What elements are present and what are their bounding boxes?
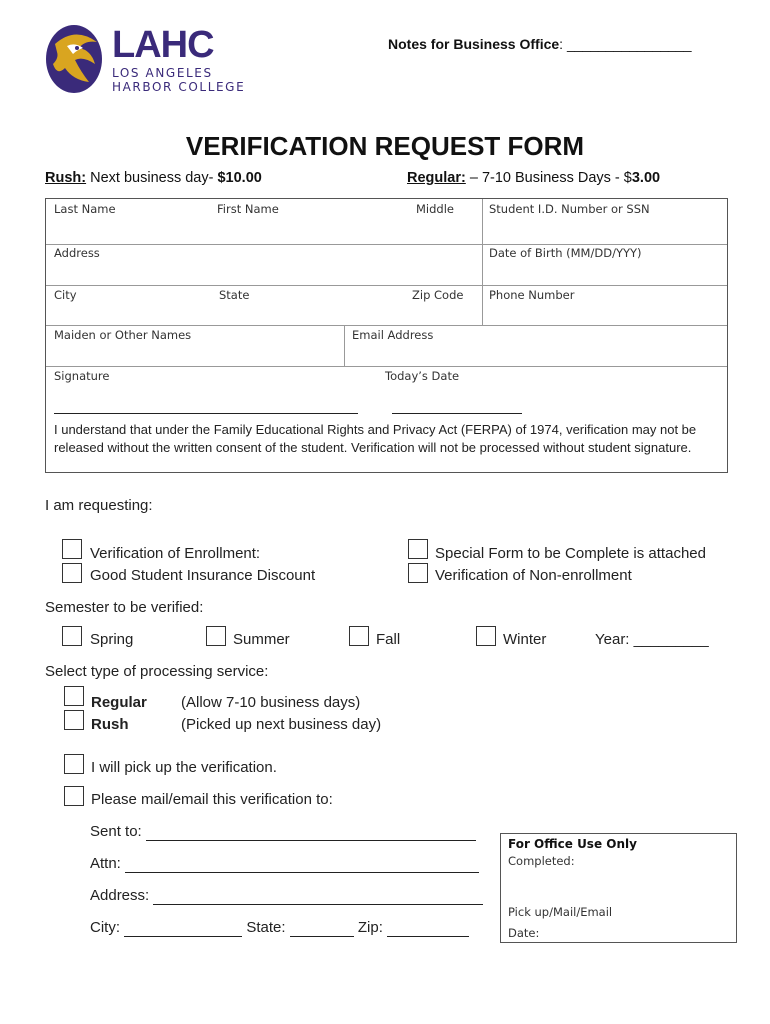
non-enrollment-label: Verification of Non-enrollment [435,567,632,584]
sent-to-input[interactable] [146,823,476,841]
special-form-label: Special Form to be Complete is attached [435,545,706,562]
student-id-label: Student I.D. Number or SSN [489,202,650,216]
semester-heading: Semester to be verified: [45,599,204,616]
ferpa-statement: I understand that under the Family Educational Rights and Privacy Act (FERPA) of 1974, verification may not be released without the written consent of the student. Verification will not be processed without student signature. [54,422,697,455]
first-name-label: First Name [217,202,279,216]
mail-city-input[interactable] [124,919,242,937]
spring-label: Spring [90,631,134,648]
regular-pricing [407,170,660,186]
todays-date-label: Today’s Date [385,369,460,383]
year-blank[interactable]: _________ [633,631,709,648]
mail-address-label: Address: [90,887,150,904]
year-label: Year: [595,631,630,648]
summer-label: Summer [233,631,290,648]
state-label: State [219,288,250,302]
signature-line[interactable] [54,413,358,414]
student-info-table [45,198,728,473]
attn-field [90,855,479,873]
regular-processing-label: Regular [91,694,147,711]
notes-blank[interactable]: ________________ [566,36,692,52]
logo-line-1: LOS ANGELES [112,66,213,80]
regular-processing-note: (Allow 7-10 business days) [181,694,361,711]
logo-abbreviation: LAHC [112,24,214,66]
summer-checkbox[interactable] [206,626,226,646]
rush-price: $10.00 [217,170,262,186]
pickup-checkbox[interactable] [64,754,84,774]
rush-processing-checkbox[interactable] [64,710,84,730]
rush-processing-note: (Picked up next business day) [181,716,382,733]
office-use-box [500,833,737,943]
mail-state-input[interactable] [290,919,354,937]
rush-label: Rush: [45,170,87,186]
date-line[interactable] [392,413,522,414]
logo-line-2: HARBOR COLLEGE [112,80,246,94]
mail-city-label: City: [90,919,120,936]
last-name-label: Last Name [54,202,116,216]
office-date-label: Date: [508,926,540,940]
sent-to-label: Sent to: [90,823,142,840]
eagle-logo-icon [45,24,103,94]
regular-text: – 7-10 Business Days - $ [465,170,632,186]
mail-checkbox[interactable] [64,786,84,806]
rush-processing-label: Rush [91,716,129,733]
address-label: Address [54,246,100,260]
fall-label: Fall [376,631,401,648]
office-completed-label: Completed: [508,854,575,868]
attn-input[interactable] [125,855,479,873]
page-title: VERIFICATION REQUEST FORM [185,131,585,161]
regular-processing-checkbox[interactable] [64,686,84,706]
regular-price: 3.00 [631,170,661,186]
email-label: Email Address [352,328,434,342]
non-enrollment-checkbox[interactable] [408,563,428,583]
special-form-checkbox[interactable] [408,539,428,559]
good-student-discount-checkbox[interactable] [62,563,82,583]
mail-label: Please mail/email this verification to: [91,791,333,808]
mail-state-label: State: [246,919,286,936]
address-field [90,887,483,905]
mail-address-input[interactable] [153,887,483,905]
requesting-heading: I am requesting: [45,497,153,514]
attn-label: Attn: [90,855,121,872]
fall-checkbox[interactable] [349,626,369,646]
mail-zip-input[interactable] [387,919,469,937]
notes-label: Notes for Business Office [388,36,560,52]
processing-heading: Select type of processing service: [45,663,269,680]
sent-to-field [90,823,476,841]
regular-label: Regular: [407,170,466,186]
good-student-discount-label: Good Student Insurance Discount [90,567,316,584]
city-state-zip-field [90,919,469,937]
signature-label: Signature [54,369,110,383]
office-use-title: For Office Use Only [508,837,637,851]
rush-text: Next business day- [86,170,218,186]
business-office-notes [388,36,692,52]
winter-label: Winter [503,631,547,648]
spring-checkbox[interactable] [62,626,82,646]
rush-pricing [45,170,262,186]
notes-colon: : [559,36,564,52]
pickup-label: I will pick up the verification. [91,759,277,776]
middle-label: Middle [416,202,454,216]
verification-of-enrollment-label: Verification of Enrollment: [90,545,261,562]
verification-of-enrollment-checkbox[interactable] [62,539,82,559]
winter-checkbox[interactable] [476,626,496,646]
dob-label: Date of Birth (MM/DD/YYY) [489,246,642,260]
city-label: City [54,288,77,302]
mail-zip-label: Zip: [357,919,383,936]
year-field [595,631,709,648]
address-cell[interactable] [46,245,483,286]
maiden-label: Maiden or Other Names [54,328,192,342]
phone-label: Phone Number [489,288,575,302]
office-pickup-label: Pick up/Mail/Email [508,905,613,919]
zip-label: Zip Code [412,288,464,302]
